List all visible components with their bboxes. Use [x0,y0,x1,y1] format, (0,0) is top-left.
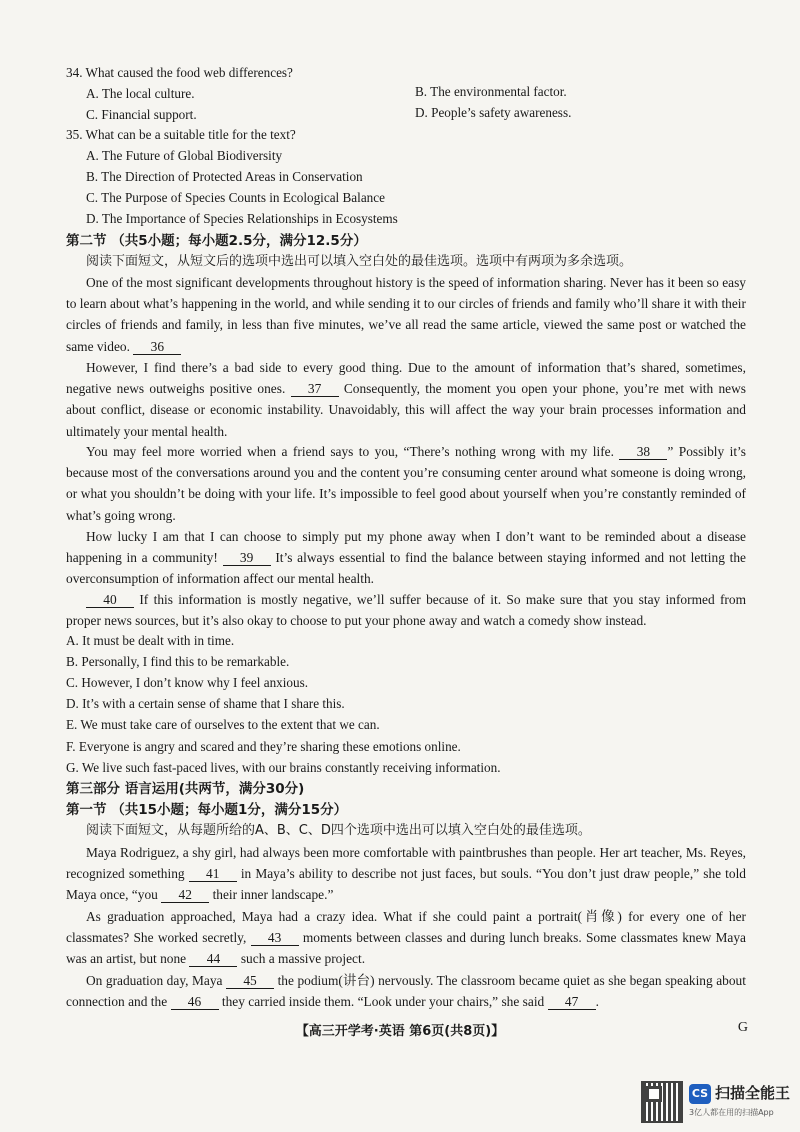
page-footer: 【高三开学考·英语 第6页(共8页)】 [295,1024,505,1039]
choice-d: D. It’s with a certain sense of shame that I share this. [66,696,345,711]
section2-heading: 第二节 （共5小题；每小题2.5分，满分12.5分） [66,233,367,249]
passage-text: On graduation day, Maya [86,973,223,988]
section2-instruction: 阅读下面短文，从短文后的选项中选出可以填入空白处的最佳选项。选项中有两项为多余选项。 [86,254,633,269]
passage-text: ” Possibly it’s because most of the conversations around you and the content you’re consuming center around what someone is doing wrong, or what you shouldn’t be doing with your life. It’s impossible to feel good about yourself when you’re constantly reminded of what’s going wrong. [66,444,746,523]
q34-option-a: A. The local culture. [86,86,195,101]
passage-text: their inner landscape.” [212,887,334,903]
part3-instruction: 阅读下面短文，从每题所给的A、B、C、D四个选项中选出可以填入空白处的最佳选项。 [86,823,591,838]
blank-45[interactable]: 45 [226,973,274,989]
blank-44[interactable]: 44 [189,951,237,967]
choice-b: B. Personally, I find this to be remarkable. [66,654,290,669]
blank-40[interactable]: 40 [86,592,134,608]
blank-46[interactable]: 46 [171,994,219,1010]
passage-text: . [595,994,599,1010]
choice-c: C. However, I don’t know why I feel anxious. [66,675,309,690]
passage-text: Maya Rodriguez, a shy girl, had always been more comfortable with paintbrushes than people. Her art teacher, Ms. Reyes, recognized something [66,845,746,882]
passage-text: You may feel more worried when a friend says to you, “There’s nothing wrong with my life. [86,444,614,459]
passage-text: If this information is mostly negative, we’ll suffer because of it. So make sure that you stay informed from proper news sources, but it’s also okay to choose to put your phone away and watch a comedy show instead. [66,592,746,629]
part3-section1-heading: 第一节 （共15小题；每小题1分，满分15分） [66,802,348,818]
passage-paragraph-4 [66,526,746,590]
blank-36[interactable]: 36 [133,339,181,355]
passage-text: moments between classes and during lunch breaks. Some classmates knew Maya was an artist, but none [66,930,746,967]
passage-text: they carried inside them. “Look under your chairs,” she said [221,994,545,1010]
passage-text: However, I find there’s a bad side to every good thing. Due to the amount of information that’s shared, sometimes, negative news outweighs positive ones. [66,360,746,397]
part3-heading: 第三部分 语言运用(共两节，满分30分) [66,781,305,797]
q34-option-b: B. The environmental factor. [415,84,567,99]
passage-text: It’s always essential to find the balance between staying informed and not letting the overconsumption of information affect our mental health. [66,550,746,587]
blank-39[interactable]: 39 [223,550,271,566]
qr-code-icon [641,1081,683,1123]
passage-text: How lucky I am that I can choose to simply put my phone away when I don’t want to be reminded about a disease happening in a community! [66,529,746,566]
blank-38[interactable]: 38 [619,444,667,460]
q34-option-c: C. Financial support. [86,107,197,122]
camscanner-tagline: 3亿人都在用的扫描App [689,1108,774,1117]
passage-paragraph-1 [66,272,746,357]
camscanner-logo: CS [689,1084,711,1104]
cloze-paragraph-2 [66,906,746,970]
choice-f: F. Everyone is angry and scared and they’re sharing these emotions online. [66,739,461,754]
q35-option-b: B. The Direction of Protected Areas in Conservation [86,169,363,184]
q35-option-a: A. The Future of Global Biodiversity [86,148,283,163]
q35-option-c: C. The Purpose of Species Counts in Ecological Balance [86,190,385,205]
q35-stem: 35. What can be a suitable title for the text? [66,127,296,142]
cloze-paragraph-3 [66,970,746,1012]
q34-option-d: D. People’s safety awareness. [415,105,572,120]
blank-47[interactable]: 47 [548,994,596,1010]
choice-e: E. We must take care of ourselves to the extent that we can. [66,717,380,732]
choice-a: A. It must be dealt with in time. [66,633,235,648]
blank-42[interactable]: 42 [161,887,209,903]
passage-text: Consequently, the moment you open your phone, you’re met with news about conflict, disease or economic instability. Unavoidably, this will affect the way your brain processes information and ultimately your mental health. [66,381,746,439]
blank-37[interactable]: 37 [291,381,339,397]
passage-text: the podium(讲台) nervously. The classroom became quiet as she began speaking about connection and the [66,973,746,1010]
camscanner-name: 扫描全能王 [715,1084,791,1102]
passage-text: such a massive project. [240,951,366,967]
q34-stem: 34. What caused the food web differences? [66,65,293,80]
passage-text: in Maya’s ability to describe not just faces, but souls. “You don’t just draw people,” she told Maya once, “you [66,866,747,903]
passage-paragraph-2 [66,357,746,442]
passage-text: One of the most significant developments throughout history is the speed of information sharing. Never has it been so easy to learn about what’s happening in the world, and while sending it to our circles of friends and family who’ll share it with their circles of friends and family, in less than five minutes, we’ve all read the same article, viewed the same post or watched the same video. [66,275,746,354]
passage-text: As graduation approached, Maya had a crazy idea. What if she could paint a portrait(肖像) for every one of her classmates? She worked secretly, [66,909,746,946]
passage-paragraph-5 [66,589,746,631]
cloze-paragraph-1 [66,842,746,906]
choice-g: G. We live such fast-paced lives, with our brains constantly receiving information. [66,760,501,775]
paper-version-letter: G [737,1020,748,1035]
blank-43[interactable]: 43 [251,930,299,946]
passage-paragraph-3 [66,441,746,526]
q35-option-d: D. The Importance of Species Relationships in Ecosystems [86,211,398,226]
blank-41[interactable]: 41 [189,866,237,882]
